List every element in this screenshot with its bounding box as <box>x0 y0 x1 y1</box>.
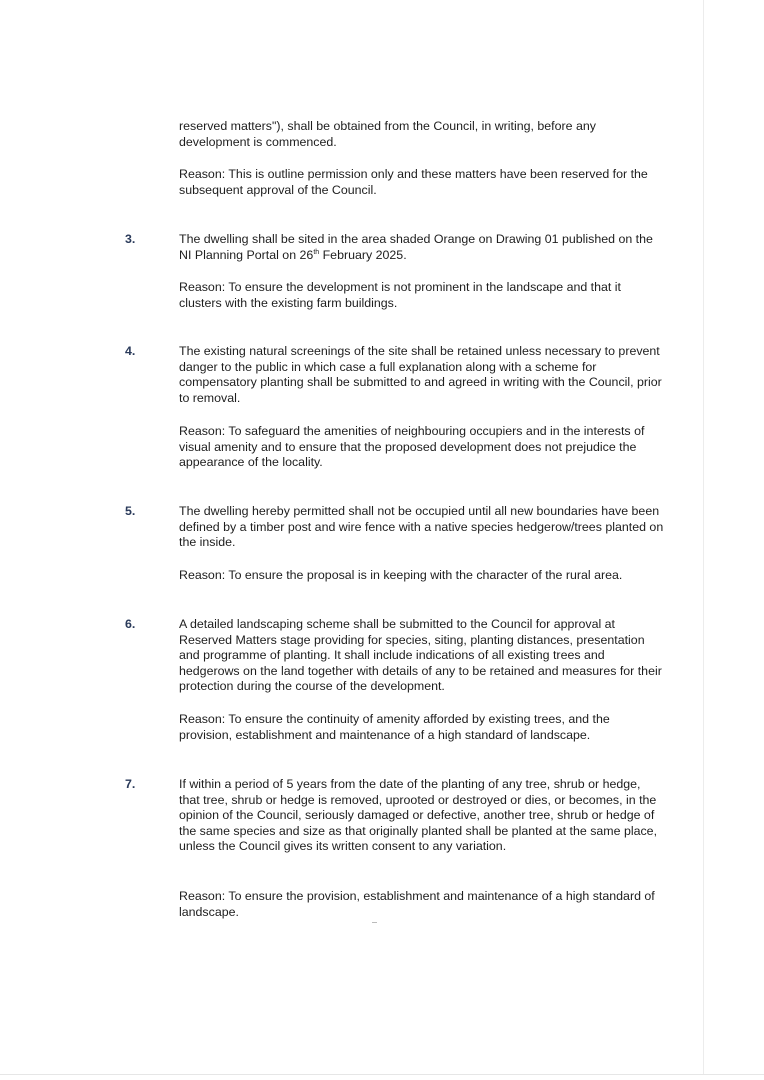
condition-reason-4: Reason: To safeguard the amenities of neighbouring occupiers and in the interests of visual amenity and to ensure that the proposed development does not prejudice the appearance of the locality. <box>179 424 645 470</box>
condition-text-6: A detailed landscaping scheme shall be submitted to the Council for approval at Reserved Matters stage providing for species, siting, planting distances, presentation and programme of planting. It shall include indications of all existing trees and hedgerows on the land together with details of any to be retained and measures for their protection during the course of the development. <box>179 617 662 694</box>
intro-reason: Reason: This is outline permission only and these matters have been reserved for the subsequent approval of the Council. <box>179 167 648 197</box>
condition-reason-5: Reason: To ensure the proposal is in keeping with the character of the rural area. <box>179 568 623 582</box>
page-edge-horizontal <box>0 1074 764 1075</box>
condition-number-6: 6. <box>125 617 136 631</box>
condition-number-7: 7. <box>125 777 136 791</box>
condition-reason-7: Reason: To ensure the provision, establishment and maintenance of a high standard of landscape. <box>179 889 655 919</box>
condition-reason-6: Reason: To ensure the continuity of amenity afforded by existing trees, and the provision, establishment and maintenance of a high standard of landscape. <box>179 712 610 742</box>
condition-text-4: The existing natural screenings of the site shall be retained unless necessary to prevent danger to the public in which case a full explanation along with a scheme for compensatory planting shall be submitted to and agreed in writing with the Council, prior to removal. <box>179 344 662 405</box>
page-edge-vertical <box>703 0 704 1075</box>
scan-mark <box>372 922 377 923</box>
condition-number-5: 5. <box>125 504 136 518</box>
condition-reason-3: Reason: To ensure the development is not prominent in the landscape and that it clusters with the existing farm buildings. <box>179 280 621 310</box>
condition-text-3: The dwelling shall be sited in the area shaded Orange on Drawing 01 published on the NI Planning Portal on 26th February 2025. <box>179 232 653 262</box>
condition-text-7: If within a period of 5 years from the date of the planting of any tree, shrub or hedge, that tree, shrub or hedge is removed, uprooted or destroyed or dies, or becomes, in the opinion of the Council, seriously damaged or defective, another tree, shrub or hedge of the same species and size as that originally planted shall be planted at the same place, unless the Council gives its written consent to any variation. <box>179 777 658 854</box>
condition-text-5: The dwelling hereby permitted shall not be occupied until all new boundaries have been defined by a timber post and wire fence with a native species hedgerow/trees planted on the inside. <box>179 504 664 550</box>
condition-number-4: 4. <box>125 344 136 358</box>
condition-number-3: 3. <box>125 232 136 246</box>
intro-text: reserved matters"), shall be obtained from the Council, in writing, before any development is commenced. <box>179 119 596 149</box>
